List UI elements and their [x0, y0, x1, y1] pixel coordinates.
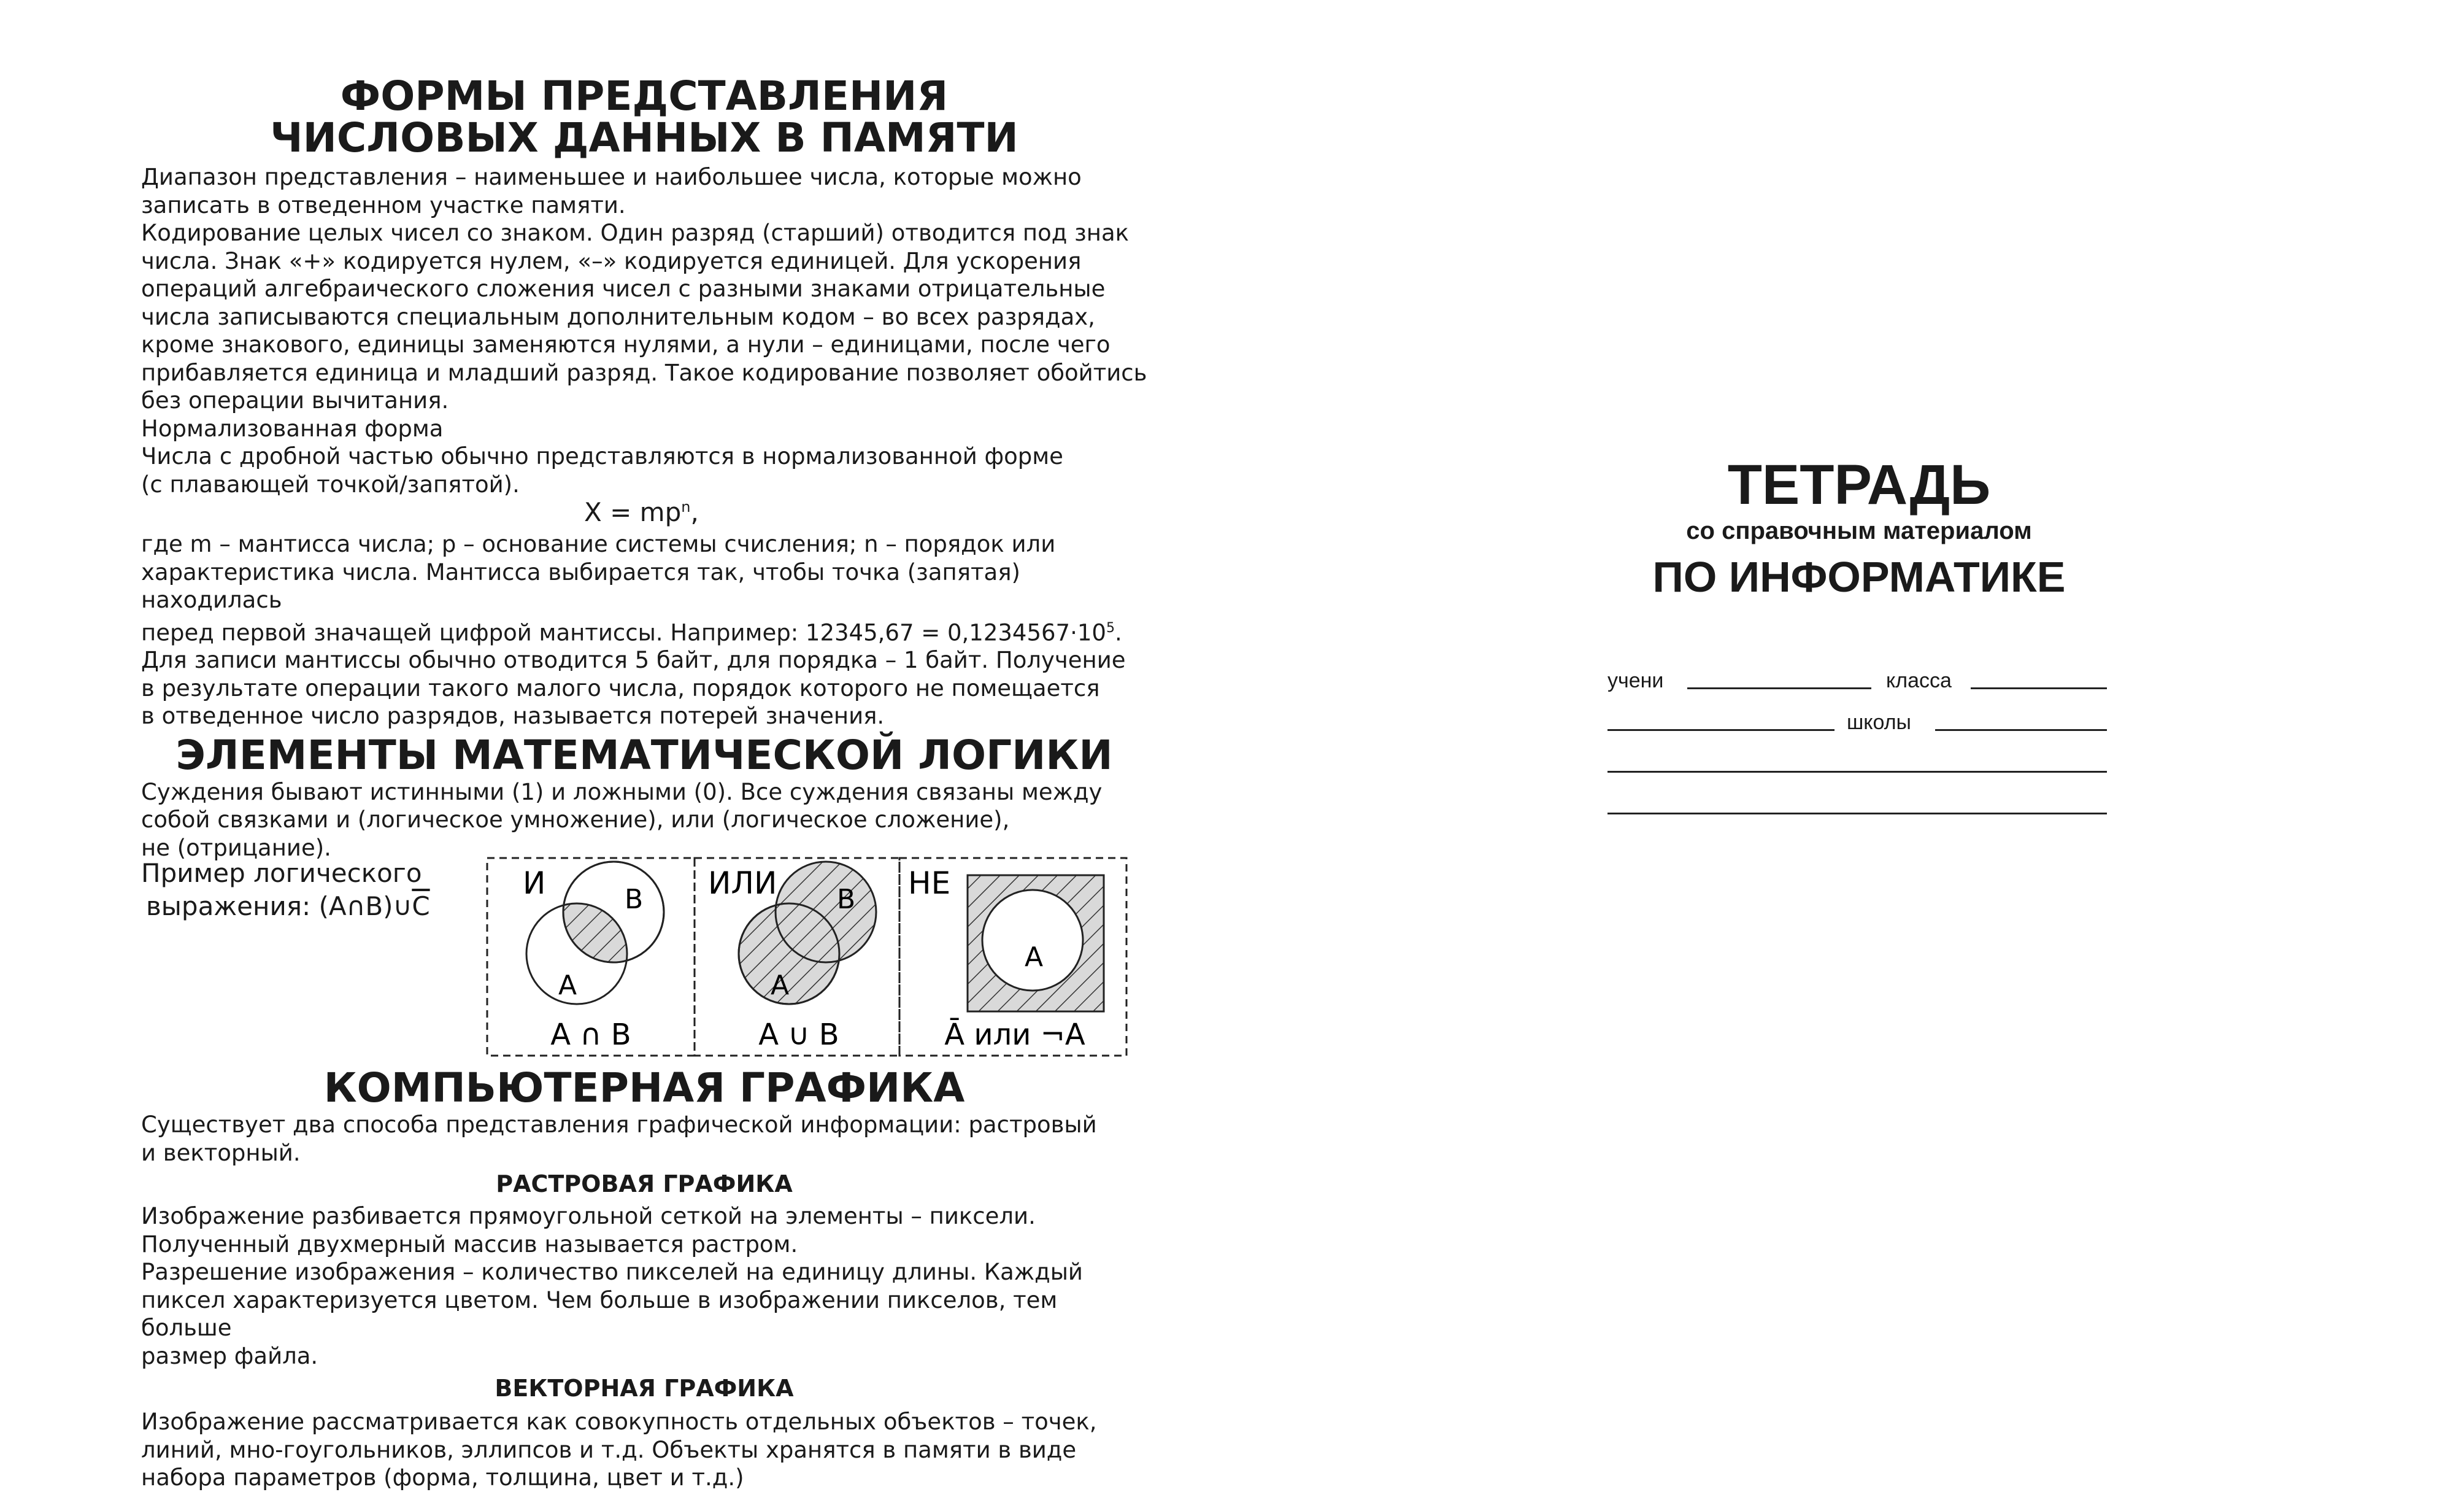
vector-title: ВЕКТОРНАЯ ГРАФИКА	[495, 1375, 794, 1402]
not-caption: Ā или ¬A	[944, 1018, 1085, 1053]
formula-row	[141, 498, 1147, 530]
raster-title: РАСТРОВАЯ ГРАФИКА	[496, 1170, 793, 1198]
not-diagram	[908, 865, 1104, 1052]
not-a: A	[1025, 941, 1044, 973]
graphics-text: Существует два способа представления графической информации: растровый и векторный.	[141, 1111, 1097, 1166]
blank-line-2[interactable]	[1607, 813, 2107, 814]
logic-example	[141, 857, 430, 923]
formula: $X = mp^n$,	[584, 497, 699, 527]
section-title-line2: ЧИСЛОВЫХ ДАННЫХ В ПАМЯТИ	[270, 114, 1018, 161]
or-diagram	[708, 862, 876, 1052]
school-label: школы	[1847, 711, 1911, 734]
example-line1: Пример логического	[141, 858, 422, 889]
blank-row-2	[1607, 773, 2111, 814]
number-formats-text: Диапазон представления – наименьшее и наибольшее числа, которые можно записать в отведенном участке памяти. Кодирование целых чисел со знаком. Один разряд (старший) отводится под знак числа. Знак «+» кодируется нулем, «–» кодируется единицей. Для ускорения операций алгебраического сложения чисел с разными знаками отрицательные числа записываются специальным дополнительным кодом – во всех разрядах, кроме знакового, единицы заменяются нулями, а нули – единицами, после чего прибавляется единица и младший разряд. Такое кодирование позволяет обойтись без операции вычитания. Нормализованная форма Числа с дробной частью обычно представляются в нормализованной форме (с плавающей точкой/запятой).	[141, 164, 1147, 498]
cover-subject: ПО ИНФОРМАТИКЕ	[1652, 553, 2066, 601]
class-label: класса	[1886, 669, 1952, 692]
venn-diagrams	[485, 856, 1135, 1058]
section-math-logic	[141, 733, 1147, 1065]
section-number-formats	[141, 74, 1147, 730]
section-title-line1: ФОРМЫ ПРЕДСТАВЛЕНИЯ	[340, 72, 949, 120]
and-diagram	[523, 862, 664, 1052]
not-label: НЕ	[908, 865, 951, 902]
student-class-row	[1607, 647, 2111, 692]
section-computer-graphics	[141, 1065, 1147, 1492]
raster-text: Изображение разбивается прямоугольной сеткой на элементы – пиксели. Полученный двухмерный массив называется растром. Разрешение изображения – количество пикселей на единицу длины. Каждый пиксел характеризуется цветом. Чем больше в изображении пикселов, тем больше размер файла.	[141, 1203, 1083, 1369]
blank-row-1	[1607, 731, 2111, 773]
and-b: B	[625, 884, 644, 916]
or-a: A	[771, 970, 790, 1002]
owner-fields	[1607, 647, 2111, 814]
cover-subtitle: со справочным материалом	[1686, 517, 2032, 544]
student-label: учени	[1607, 669, 1664, 692]
and-label: И	[523, 865, 546, 902]
logic-title: ЭЛЕМЕНТЫ МАТЕМАТИЧЕСКОЙ ЛОГИКИ	[175, 731, 1113, 779]
logic-text: Суждения бывают истинными (1) и ложными (0). Все суждения связаны между собой связками и (логическое умножение), или (логическое сложение), не (отрицание).	[141, 778, 1103, 861]
mantissa-text: где m – мантисса числа; p – основание системы счисления; n – порядок или характеристика числа. Мантисса выбирается так, чтобы точка (запятая) находилась перед первой значащей цифрой мантиссы. Например: $12345,67 = 0,1234567\cdot 10^5$.	[141, 531, 1122, 646]
reference-page	[141, 74, 1147, 1492]
cover-title: ТЕТРАДЬ	[1727, 454, 1991, 516]
graphics-title: КОМПЬЮТЕРНАЯ ГРАФИКА	[323, 1064, 965, 1112]
and-a: A	[558, 970, 577, 1002]
or-caption: A ∪ B	[758, 1018, 839, 1053]
school-row	[1607, 689, 2111, 734]
mantissa-text-2: Для записи мантиссы обычно отводится 5 байт, для порядка – 1 байт. Получение в результате операции такого малого числа, порядок которого не помещается в отведенное число разрядов, называется потерей значения.	[141, 647, 1126, 730]
vector-text: Изображение рассматривается как совокупность отдельных объектов – точек, линий, мно-гоугольников, эллипсов и т.д. Объекты хранятся в памяти в виде набора параметров (форма, толщина, цвет и т.д.)	[141, 1409, 1097, 1491]
example-line2: выражения: $(A\cap B)\cup\overline{C}$	[146, 891, 430, 922]
or-b: B	[837, 884, 856, 916]
notebook-cover	[1595, 454, 2123, 601]
or-label: ИЛИ	[708, 865, 777, 902]
logic-diagrams-row	[141, 858, 1147, 1064]
and-caption: A ∩ B	[550, 1018, 631, 1053]
